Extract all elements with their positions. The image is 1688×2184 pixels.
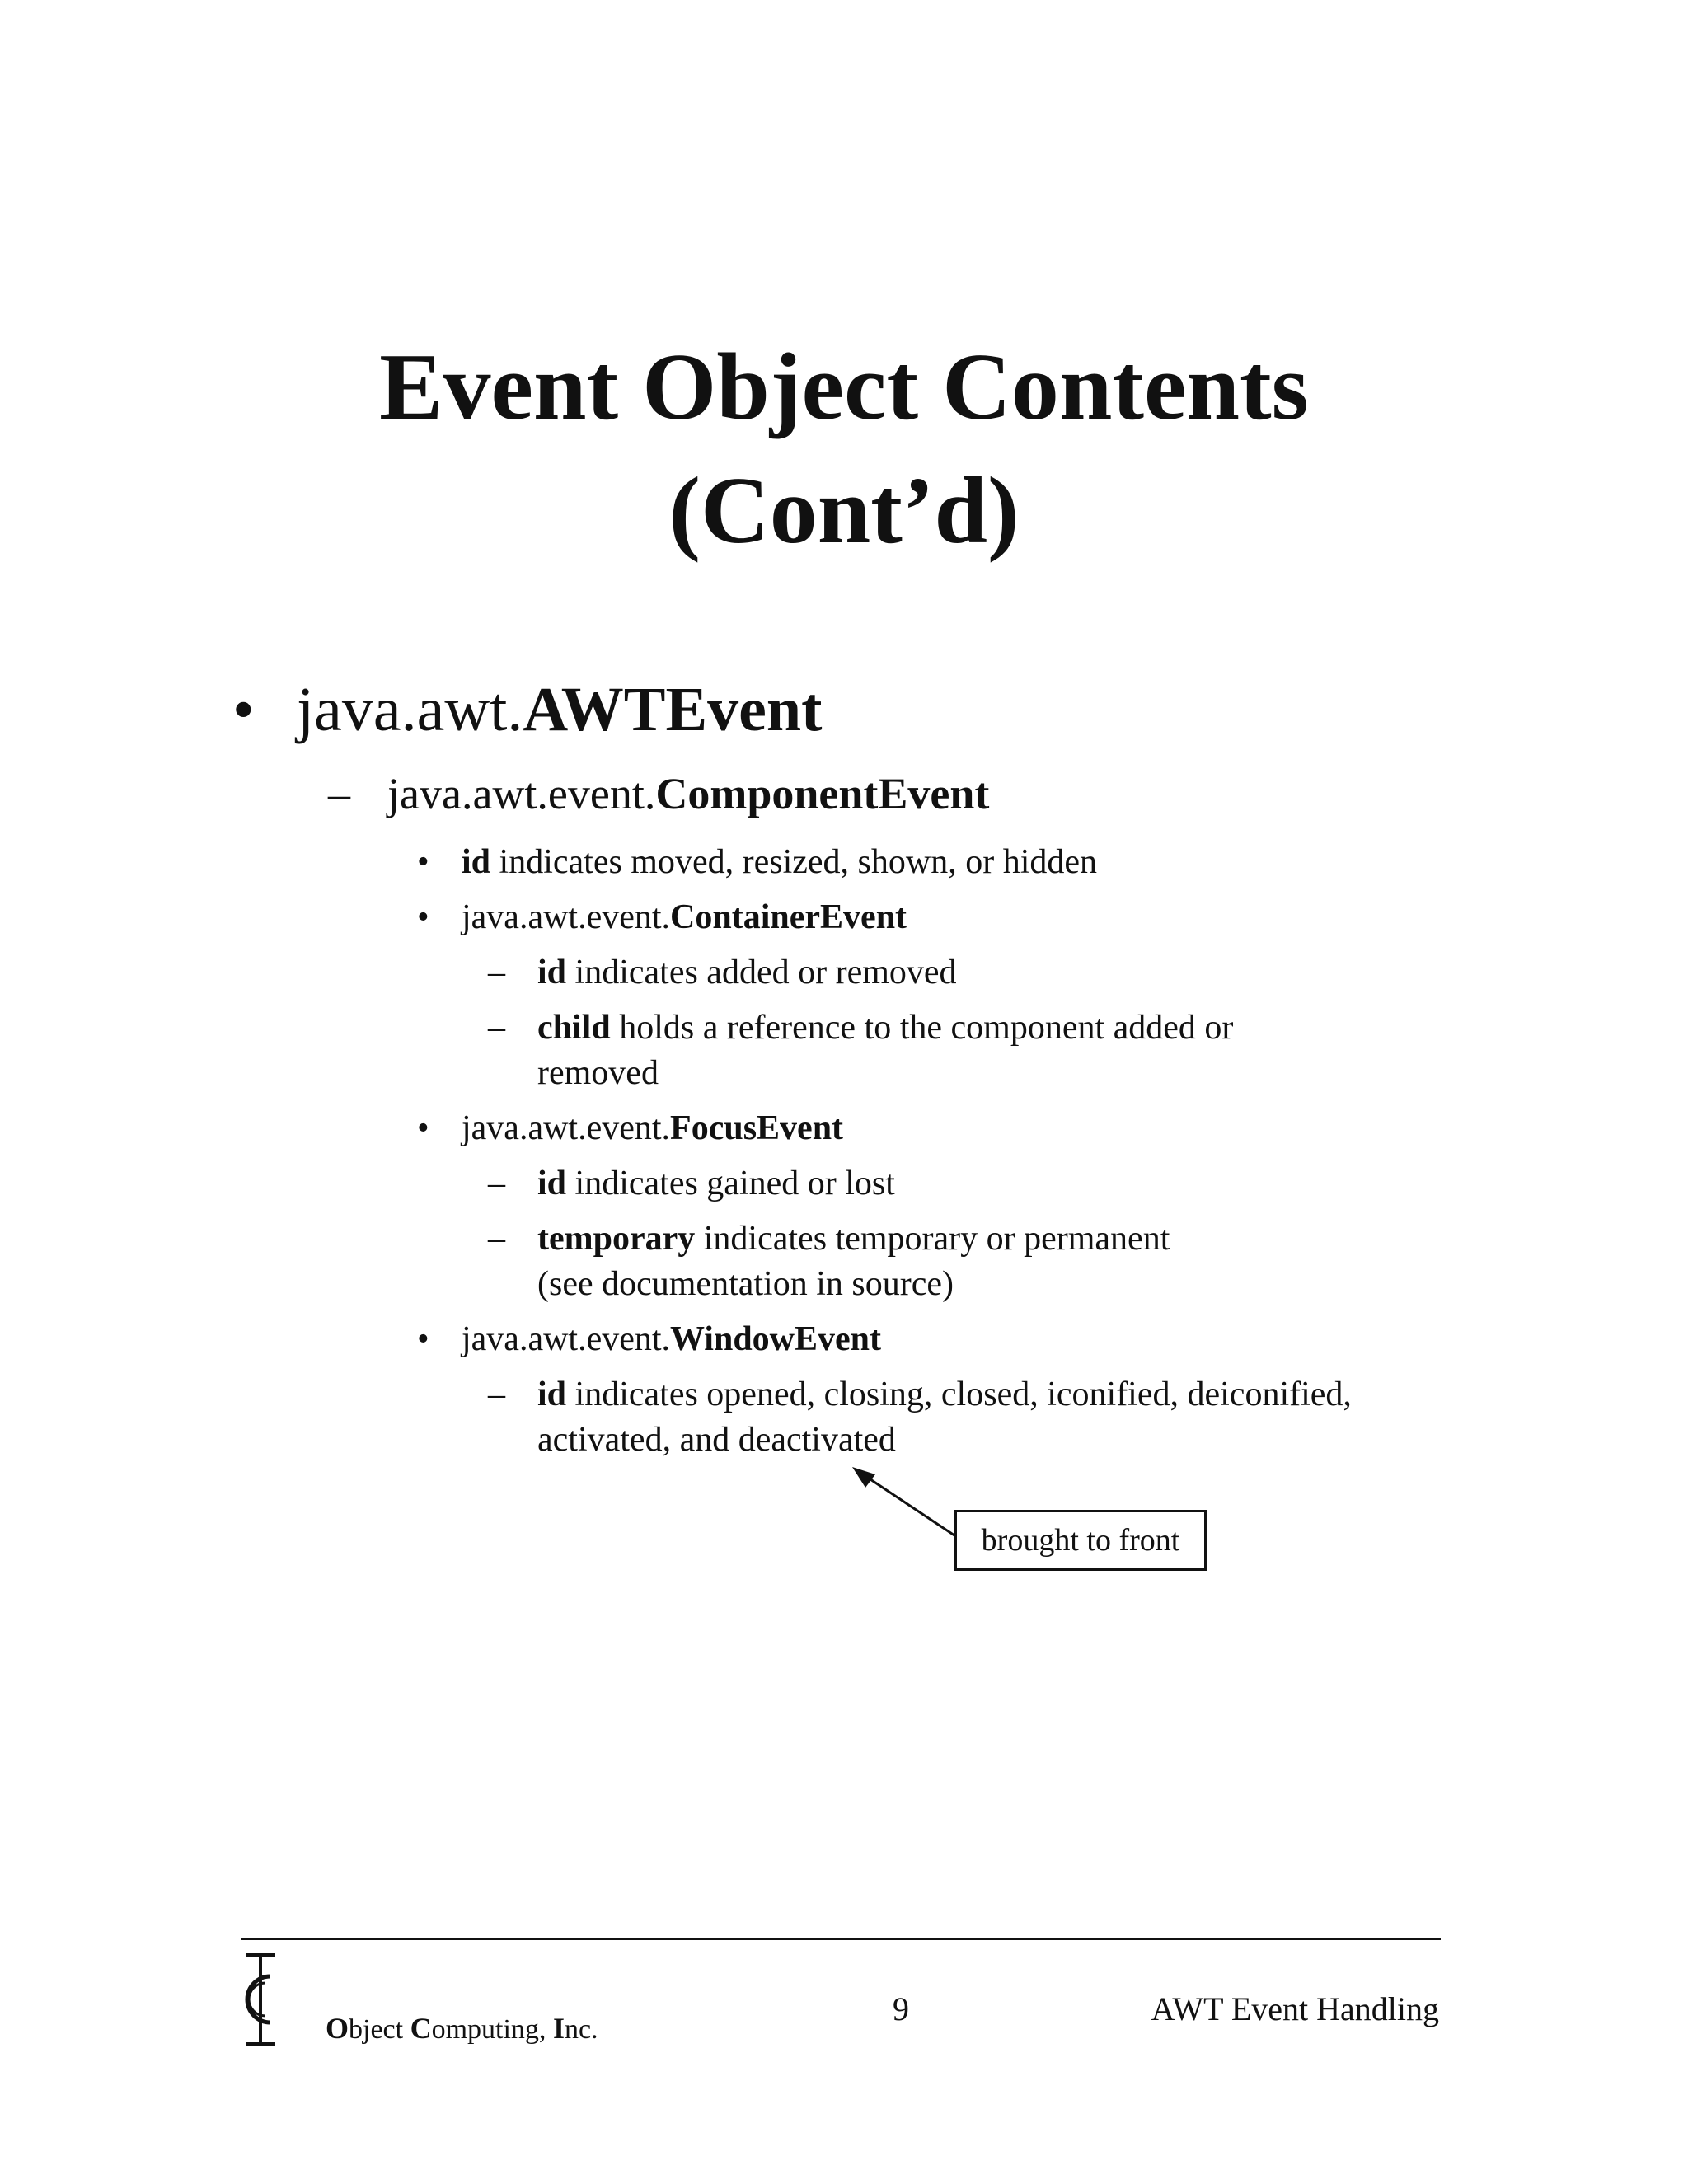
item-focus-temporary-cont: (see documentation in source)	[537, 1265, 954, 1303]
l3-bullet: •	[417, 898, 429, 936]
l4-dash: –	[488, 1009, 505, 1047]
l4-dash: –	[488, 1376, 505, 1413]
item-containerevent: java.awt.event.ContainerEvent	[462, 898, 907, 936]
item-componentevent: java.awt.event.ComponentEvent	[387, 769, 990, 818]
footer-title: AWT Event Handling	[1151, 1990, 1439, 2027]
slide-title-line2: (Cont’d)	[668, 458, 1020, 564]
item-window-id-cont: activated, and deactivated	[537, 1421, 896, 1459]
l3-bullet: •	[417, 1320, 429, 1358]
l3-bullet: •	[417, 1109, 429, 1147]
item-component-id: id indicates moved, resized, shown, or hidden	[462, 843, 1098, 881]
item-window-id: id indicates opened, closing, closed, iconified, deiconified,	[537, 1376, 1352, 1413]
item-windowevent: java.awt.event.WindowEvent	[462, 1320, 882, 1358]
slide-title	[0, 326, 1688, 573]
l4-dash: –	[488, 1220, 505, 1258]
l3-bullet: •	[417, 843, 429, 881]
callout-brought-to-front: brought to front	[954, 1510, 1207, 1571]
item-container-id: id indicates added or removed	[537, 954, 957, 991]
item-container-child: child holds a reference to the component added or	[537, 1009, 1234, 1047]
item-container-child-cont: removed	[537, 1054, 659, 1092]
item-focus-id: id indicates gained or lost	[537, 1165, 895, 1202]
item-focusevent: java.awt.event.FocusEvent	[462, 1109, 844, 1147]
l2-dash: –	[328, 769, 350, 818]
company-name: Object Computing, Inc.	[326, 2012, 598, 2045]
arrow-icon	[849, 1463, 964, 1545]
l1-bullet: •	[232, 675, 255, 744]
footer-rule	[241, 1938, 1441, 1940]
item-focus-temporary: temporary indicates temporary or permanent	[537, 1220, 1170, 1258]
item-awtevent: java.awt.AWTEvent	[297, 675, 823, 744]
oci-logo-icon	[237, 1952, 295, 2047]
page-number: 9	[893, 1990, 909, 2027]
l4-dash: –	[488, 1165, 505, 1202]
slide-title-line1: Event Object Contents	[379, 335, 1309, 440]
l4-dash: –	[488, 954, 505, 991]
